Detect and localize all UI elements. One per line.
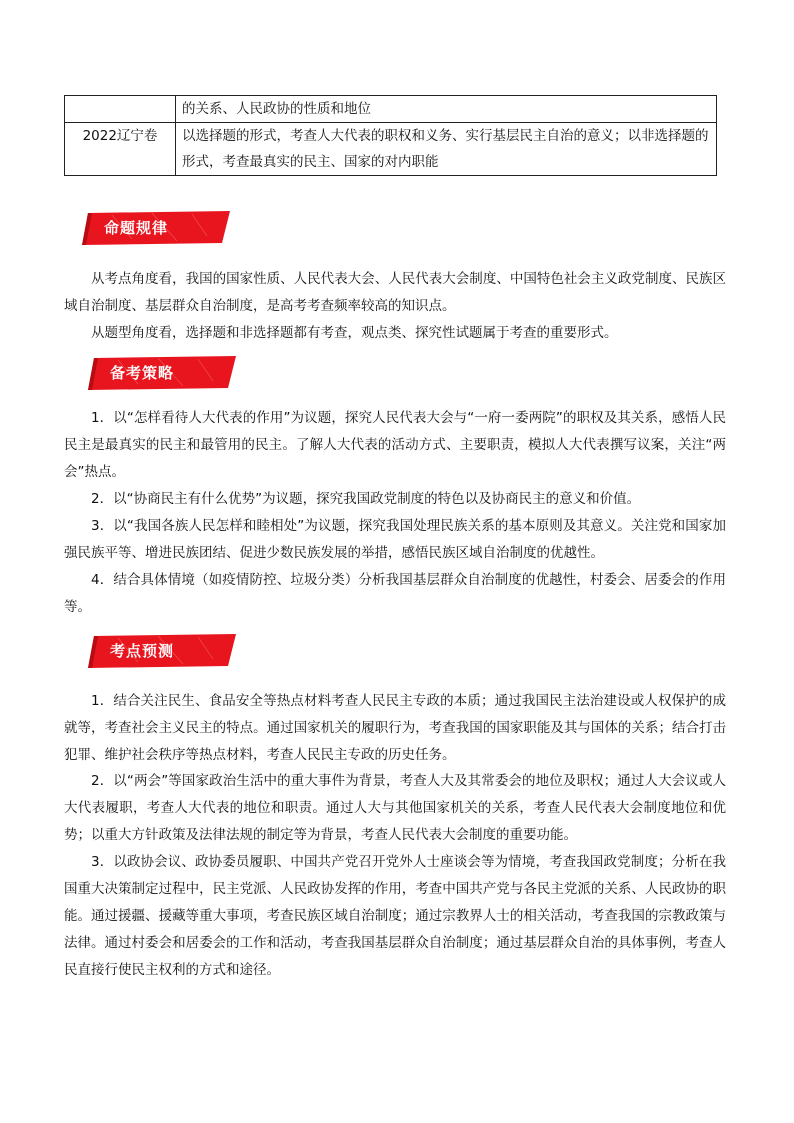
section-title: 命题规律: [104, 219, 169, 237]
paragraph: 1．结合关注民生、食品安全等热点材料考查人民民主专政的本质；通过我国民主法治建设或人权保护的成就等，考查社会主义民主的特点。通过国家机关的履职行为，考查我国的国家职能及其与国体的关系；结合打击犯罪、维护社会秩序等热点材料，考查人民民主专政的历史任务。: [64, 693, 726, 763]
section-banner-beikao: [88, 356, 238, 390]
paragraph: 2．以“两会”等国家政治生活中的重大事件为背景，考查人大及其常委会的地位及职权；通过人大会议或人大代表履职，考查人大代表的地位和职责。通过人大与其他国家机关的关系，考查人民代表大会制度地位和优势；以重大方针政策及法律法规的制定等为背景，考查人民代表大会制度的重要功能。: [64, 773, 726, 843]
paragraph: 2．以“协商民主有什么优势”为议题，探究我国政党制度的特色以及协商民主的意义和价值。: [91, 491, 641, 507]
table-cell-year: [65, 96, 176, 123]
table-cell-content: 的关系、人民政协的性质和地位: [176, 96, 717, 123]
section-title: 备考策略: [110, 364, 175, 382]
table-row: [65, 96, 717, 123]
section-banner-kaodian: [88, 634, 238, 668]
paragraph: 3．以“我国各族人民怎样和睦相处”为议题，探究我国处理民族关系的基本原则及其意义。关注党和国家加强民族平等、增进民族团结、促进少数民族发展的举措，感悟民族区域自治制度的优越性。: [64, 518, 726, 561]
table-cell-content: 以选择题的形式，考查人大代表的职权和义务、实行基层民主自治的意义；以非选择题的形式，考查最真实的民主、国家的对内职能: [176, 123, 717, 176]
section-banner-mingti: [82, 211, 232, 245]
paragraph: 1．以“怎样看待人大代表的作用”为议题，探究人民代表大会与“一府一委两院”的职权及其关系，感悟人民民主是最真实的民主和最管用的民主。了解人大代表的活动方式、主要职责，模拟人大代表撰写议案，关注“两会”热点。: [64, 410, 726, 480]
paragraph: 从题型角度看，选择题和非选择题都有考查，观点类、探究性试题属于考查的重要形式。: [91, 325, 618, 341]
table-cell-year: 2022辽宁卷: [65, 123, 176, 176]
table-row: [65, 123, 717, 176]
section-title: 考点预测: [110, 642, 175, 660]
paragraph: 从考点角度看，我国的国家性质、人民代表大会、人民代表大会制度、中国特色社会主义政党制度、民族区域自治制度、基层群众自治制度，是高考考查频率较高的知识点。: [64, 271, 726, 314]
paragraph: 4．结合具体情境（如疫情防控、垃圾分类）分析我国基层群众自治制度的优越性，村委会、居委会的作用等。: [64, 572, 726, 615]
exam-table: [64, 95, 717, 176]
paragraph: 3．以政协会议、政协委员履职、中国共产党召开党外人士座谈会等为情境，考查我国政党制度；分析在我国重大决策制定过程中，民主党派、人民政协发挥的作用，考查中国共产党与各民主党派的关系、人民政协的职能。通过援疆、援藏等重大事项，考查民族区域自治制度；通过宗教界人士的相关活动，考查我国的宗教政策与法律。通过村委会和居委会的工作和活动，考查我国基层群众自治制度；通过基层群众自治的具体事例，考查人民直接行使民主权利的方式和途径。: [64, 854, 726, 978]
